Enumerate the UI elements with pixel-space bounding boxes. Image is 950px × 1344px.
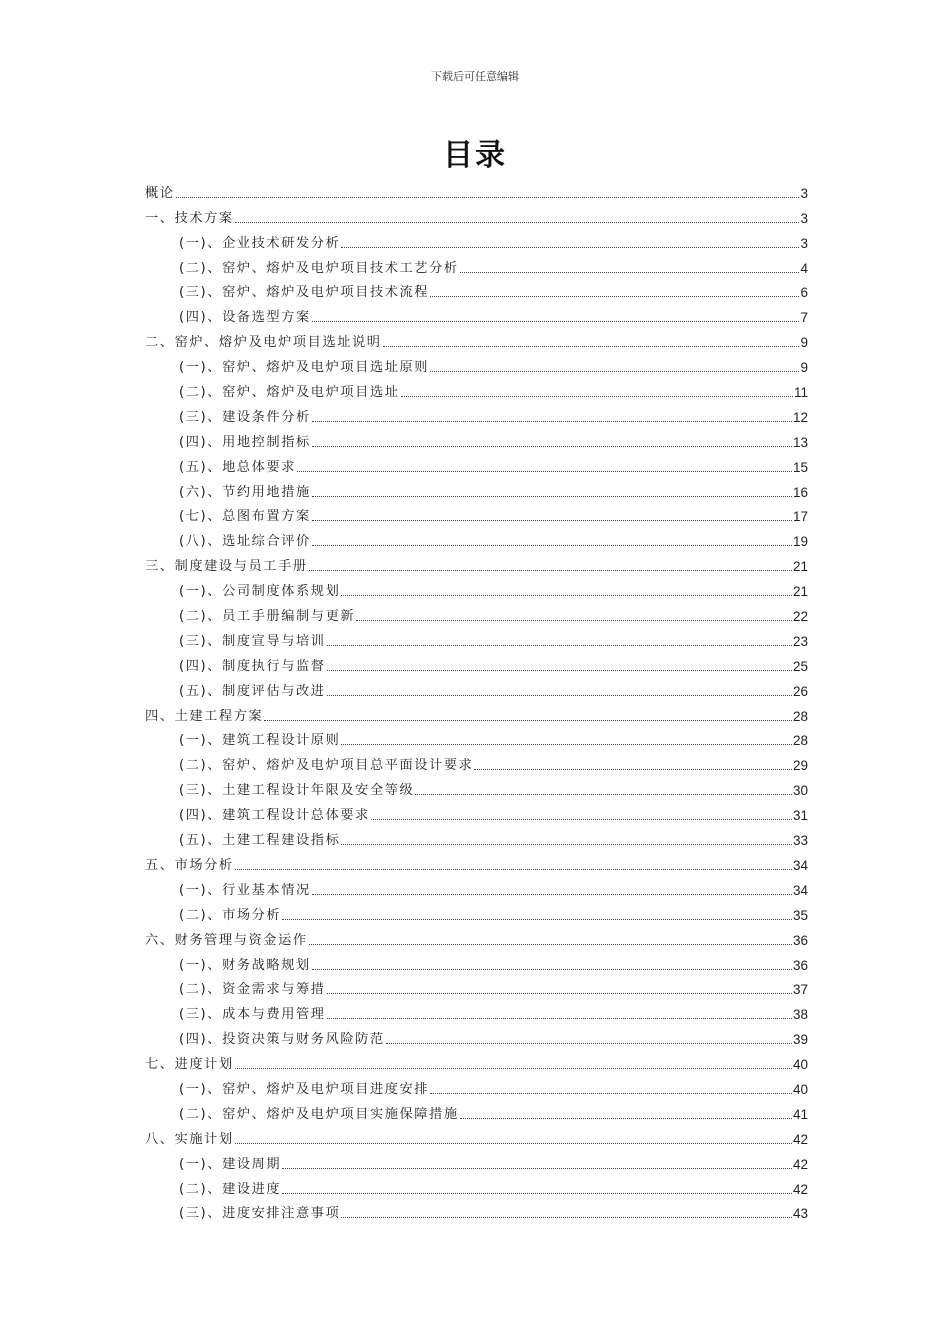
dot-leader [341,843,792,845]
toc-entry-page-number: 42 [792,1181,808,1197]
dot-leader [327,694,792,696]
dot-leader [312,420,792,422]
toc-entry-label: (三)、建设条件分析 [179,409,311,425]
toc-entry-page-number: 37 [792,982,808,998]
toc-entry[interactable] [145,874,808,899]
toc-entry-label: 五、市场分析 [145,857,234,873]
toc-entry-label: (三)、土建工程设计年限及安全等级 [179,783,415,799]
dot-leader [312,320,800,322]
toc-entry-page-number: 42 [792,1156,808,1172]
dot-leader [312,495,792,497]
dot-leader [282,1167,792,1169]
toc-entry[interactable] [145,849,808,874]
toc-entry[interactable] [145,1023,808,1048]
dot-leader [327,644,792,646]
dot-leader [327,992,792,994]
toc-entry-label: (一)、企业技术研发分析 [179,235,341,251]
toc-entry-page-number: 29 [792,758,808,774]
dot-leader [460,271,800,273]
toc-entry-label: (八)、选址综合评价 [179,534,311,550]
toc-entry-label: (二)、员工手册编制与更新 [179,609,356,625]
dot-leader [312,968,792,970]
toc-entry-page-number: 30 [792,783,808,799]
toc-entry-label: (六)、节约用地措施 [179,484,311,500]
dot-leader [309,943,792,945]
toc-entry-label: (二)、窑炉、熔炉及电炉项目实施保障措施 [179,1106,459,1122]
toc-entry-label: 七、进度计划 [145,1057,234,1073]
toc-entry[interactable] [145,949,808,974]
dot-leader [235,221,800,223]
toc-entry-label: 二、窑炉、熔炉及电炉项目选址说明 [145,335,382,351]
dot-leader [235,868,792,870]
dot-leader [176,196,800,198]
toc-entry-label: (二)、资金需求与筹措 [179,982,326,998]
dot-leader [312,519,792,521]
page-title: 目录 [443,138,507,173]
toc-entry[interactable] [145,252,808,277]
header-note: 下载后可任意编辑 [431,70,519,83]
toc-entry[interactable] [145,974,808,999]
toc-entry-page-number: 21 [792,584,808,600]
toc-entry-page-number: 26 [792,683,808,699]
toc-entry-page-number: 40 [792,1057,808,1073]
toc-entry-page-number: 9 [800,335,808,351]
toc-entry-label: (一)、行业基本情况 [179,882,311,898]
dot-leader [430,1092,792,1094]
dot-leader [309,569,792,571]
toc-entry-label: (五)、制度评估与改进 [179,683,326,699]
dot-leader [341,743,792,745]
toc-entry-label: (二)、建设进度 [179,1181,282,1197]
toc-entry-page-number: 4 [800,260,808,276]
toc-entry-label: (三)、进度安排注意事项 [179,1206,341,1222]
toc-entry[interactable] [145,1098,808,1123]
toc-entry-label: (五)、土建工程建设指标 [179,833,341,849]
dot-leader [401,395,793,397]
toc-entry[interactable] [145,227,808,252]
toc-entry-page-number: 9 [800,360,808,376]
toc-entry-page-number: 35 [792,907,808,923]
dot-leader [341,1216,792,1218]
dot-leader [430,295,799,297]
dot-leader [235,1142,792,1144]
toc-entry-label: (一)、建筑工程设计原则 [179,733,341,749]
dot-leader [383,345,800,347]
toc-entry[interactable] [145,376,808,401]
toc-entry-label: 三、制度建设与员工手册 [145,559,308,575]
toc-entry-label: (四)、设备选型方案 [179,310,311,326]
dot-leader [312,893,792,895]
toc-entry[interactable] [145,451,808,476]
toc-entry[interactable] [145,426,808,451]
toc-entry-page-number: 21 [792,559,808,575]
dot-leader [430,370,799,372]
toc-entry-label: (七)、总图布置方案 [179,509,311,525]
toc-entry-page-number: 33 [792,833,808,849]
toc-entry-page-number: 3 [800,185,808,201]
toc-entry-label: (四)、建筑工程设计总体要求 [179,808,370,824]
toc-entry-page-number: 16 [792,484,808,500]
toc-entry[interactable] [145,774,808,799]
toc-entry[interactable] [145,700,808,725]
toc-entry-page-number: 31 [792,808,808,824]
toc-entry-label: (二)、窑炉、熔炉及电炉项目总平面设计要求 [179,758,474,774]
toc-entry[interactable] [145,824,808,849]
toc-entry-label: (四)、用地控制指标 [179,434,311,450]
table-of-contents [145,177,808,1222]
toc-entry-page-number: 12 [792,409,808,425]
toc-entry-page-number: 40 [792,1081,808,1097]
dot-leader [282,1192,792,1194]
toc-entry[interactable] [145,1198,808,1223]
toc-entry-label: (二)、市场分析 [179,907,282,923]
dot-leader [341,594,792,596]
toc-entry-page-number: 25 [792,658,808,674]
dot-leader [312,544,792,546]
toc-entry-page-number: 23 [792,633,808,649]
toc-entry-page-number: 39 [792,1032,808,1048]
toc-entry[interactable] [145,924,808,949]
toc-entry-label: (四)、制度执行与监督 [179,658,326,674]
toc-entry-page-number: 36 [792,957,808,973]
toc-entry[interactable] [145,998,808,1023]
dot-leader [312,445,792,447]
toc-entry[interactable] [145,177,808,202]
toc-entry-label: (四)、投资决策与财务风险防范 [179,1032,385,1048]
toc-entry[interactable] [145,650,808,675]
toc-entry-label: (二)、窑炉、熔炉及电炉项目选址 [179,385,400,401]
toc-entry[interactable] [145,351,808,376]
dot-leader [356,619,792,621]
dot-leader [474,768,792,770]
toc-entry-label: (三)、成本与费用管理 [179,1007,326,1023]
toc-entry-page-number: 22 [792,609,808,625]
toc-entry-page-number: 13 [792,434,808,450]
toc-entry-page-number: 11 [793,385,808,401]
toc-entry-page-number: 43 [792,1206,808,1222]
toc-entry-page-number: 41 [792,1106,808,1122]
toc-entry[interactable] [145,202,808,227]
toc-entry[interactable] [145,1073,808,1098]
toc-entry[interactable] [145,476,808,501]
toc-entry[interactable] [145,1148,808,1173]
toc-entry-page-number: 28 [792,708,808,724]
dot-leader [282,918,792,920]
toc-entry-page-number: 7 [800,310,808,326]
toc-entry[interactable] [145,899,808,924]
toc-entry-label: (一)、建设周期 [179,1156,282,1172]
toc-entry-page-number: 42 [792,1131,808,1147]
toc-entry-label: (三)、窑炉、熔炉及电炉项目技术流程 [179,285,430,301]
toc-entry[interactable] [145,525,808,550]
toc-entry-page-number: 6 [800,285,808,301]
toc-entry-label: (一)、窑炉、熔炉及电炉项目选址原则 [179,360,430,376]
dot-leader [264,719,792,721]
toc-entry[interactable] [145,575,808,600]
toc-entry-page-number: 28 [792,733,808,749]
toc-entry-label: (一)、财务战略规划 [179,957,311,973]
toc-entry[interactable] [145,326,808,351]
dot-leader [341,246,799,248]
toc-entry-page-number: 3 [800,235,808,251]
toc-entry[interactable] [145,401,808,426]
toc-entry-page-number: 36 [792,932,808,948]
toc-entry-page-number: 34 [792,857,808,873]
dot-leader [327,669,792,671]
toc-entry-page-number: 3 [800,210,808,226]
toc-entry-label: 八、实施计划 [145,1131,234,1147]
toc-entry-label: 概论 [145,185,175,201]
dot-leader [297,470,792,472]
toc-entry[interactable] [145,749,808,774]
dot-leader [460,1117,792,1119]
toc-entry-page-number: 38 [792,1007,808,1023]
toc-entry-label: (一)、窑炉、熔炉及电炉项目进度安排 [179,1081,430,1097]
toc-entry[interactable] [145,799,808,824]
dot-leader [371,818,792,820]
dot-leader [415,793,792,795]
toc-entry[interactable] [145,600,808,625]
dot-leader [386,1042,792,1044]
toc-entry-label: 一、技术方案 [145,210,234,226]
toc-entry[interactable] [145,1048,808,1073]
toc-entry-label: 六、财务管理与资金运作 [145,932,308,948]
toc-entry-page-number: 19 [792,534,808,550]
dot-leader [235,1067,792,1069]
toc-entry[interactable] [145,301,808,326]
toc-entry[interactable] [145,725,808,750]
toc-entry-page-number: 15 [792,459,808,475]
toc-entry-page-number: 17 [792,509,808,525]
toc-entry[interactable] [145,1123,808,1148]
toc-entry-label: 四、土建工程方案 [145,708,264,724]
toc-entry-page-number: 34 [792,882,808,898]
toc-entry[interactable] [145,1173,808,1198]
toc-entry[interactable] [145,501,808,526]
toc-entry-label: (三)、制度宣导与培训 [179,633,326,649]
toc-entry[interactable] [145,277,808,302]
toc-entry[interactable] [145,550,808,575]
toc-entry[interactable] [145,625,808,650]
dot-leader [327,1017,792,1019]
toc-entry-label: (一)、公司制度体系规划 [179,584,341,600]
toc-entry-label: (二)、窑炉、熔炉及电炉项目技术工艺分析 [179,260,459,276]
toc-entry[interactable] [145,675,808,700]
toc-entry-label: (五)、地总体要求 [179,459,297,475]
